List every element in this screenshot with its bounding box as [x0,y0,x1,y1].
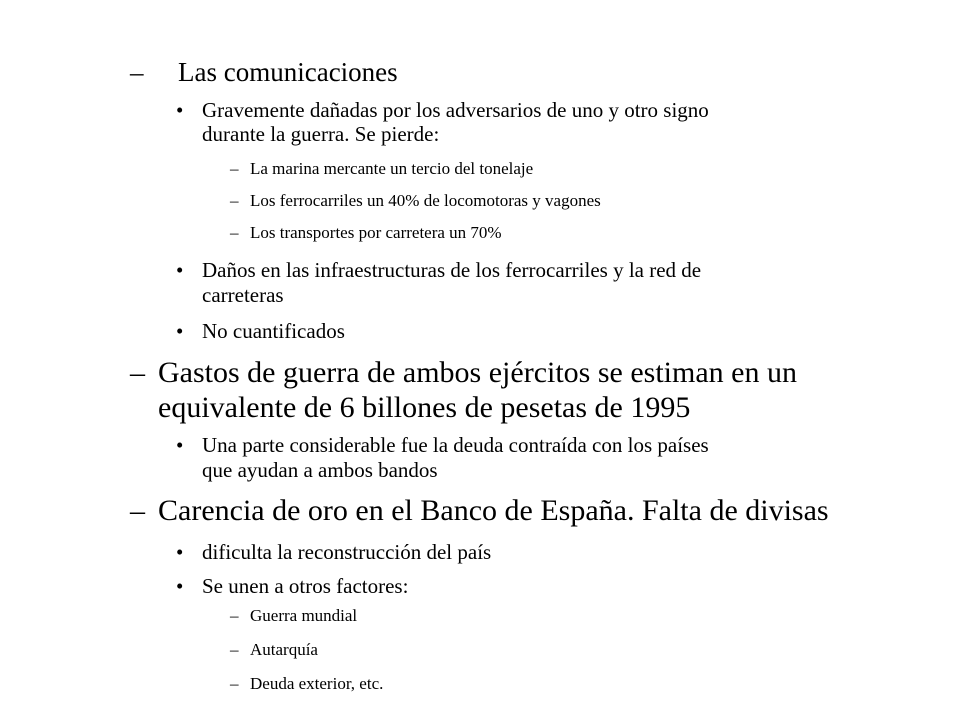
heading-carencia: Carencia de oro en el Banco de España. Falta de divisas [158,494,829,527]
text-line: Una parte considerable fue la deuda contraída con los países [202,433,709,457]
dash-marker: – [230,223,239,242]
sub-item: Guerra mundial [250,606,358,625]
dash-marker: – [230,606,239,625]
bullet-marker: • [176,540,184,564]
text-line: Se unen a otros factores: [202,574,409,598]
sub-item: Los transportes por carretera un 70% [250,223,502,242]
heading-gastos: Gastos de guerra de ambos ejércitos se estiman en un [158,356,797,389]
text-line: durante la guerra. Se pierde: [202,122,440,146]
text-line: Daños en las infraestructuras de los ferrocarriles y la red de [202,258,702,282]
sub-item: La marina mercante un tercio del tonelaje [250,159,534,178]
text-line: No cuantificados [202,319,345,343]
dash-marker: – [230,674,239,693]
bullet-marker: • [176,319,184,343]
sub-item: Los ferrocarriles un 40% de locomotoras y vagones [250,191,601,210]
dash-marker: – [130,494,145,527]
dash-marker: – [130,356,145,389]
heading-gastos-line2: equivalente de 6 billones de pesetas de 1995 [158,391,691,424]
sub-item: Autarquía [250,640,318,659]
dash-marker: – [230,640,239,659]
dash-marker: – [230,159,239,178]
sub-item: Deuda exterior, etc. [250,674,384,693]
bullet-marker: • [176,98,184,122]
bullet-marker: • [176,433,184,457]
text-line: carreteras [202,283,284,307]
heading-comunicaciones: Las comunicaciones [178,57,398,87]
text-line: que ayudan a ambos bandos [202,458,438,482]
bullet-marker: • [176,574,184,598]
text-line: Gravemente dañadas por los adversarios de uno y otro signo [202,98,709,122]
dash-marker: – [130,57,144,87]
bullet-marker: • [176,258,184,282]
text-line: dificulta la reconstrucción del país [202,540,492,564]
dash-marker: – [230,191,239,210]
